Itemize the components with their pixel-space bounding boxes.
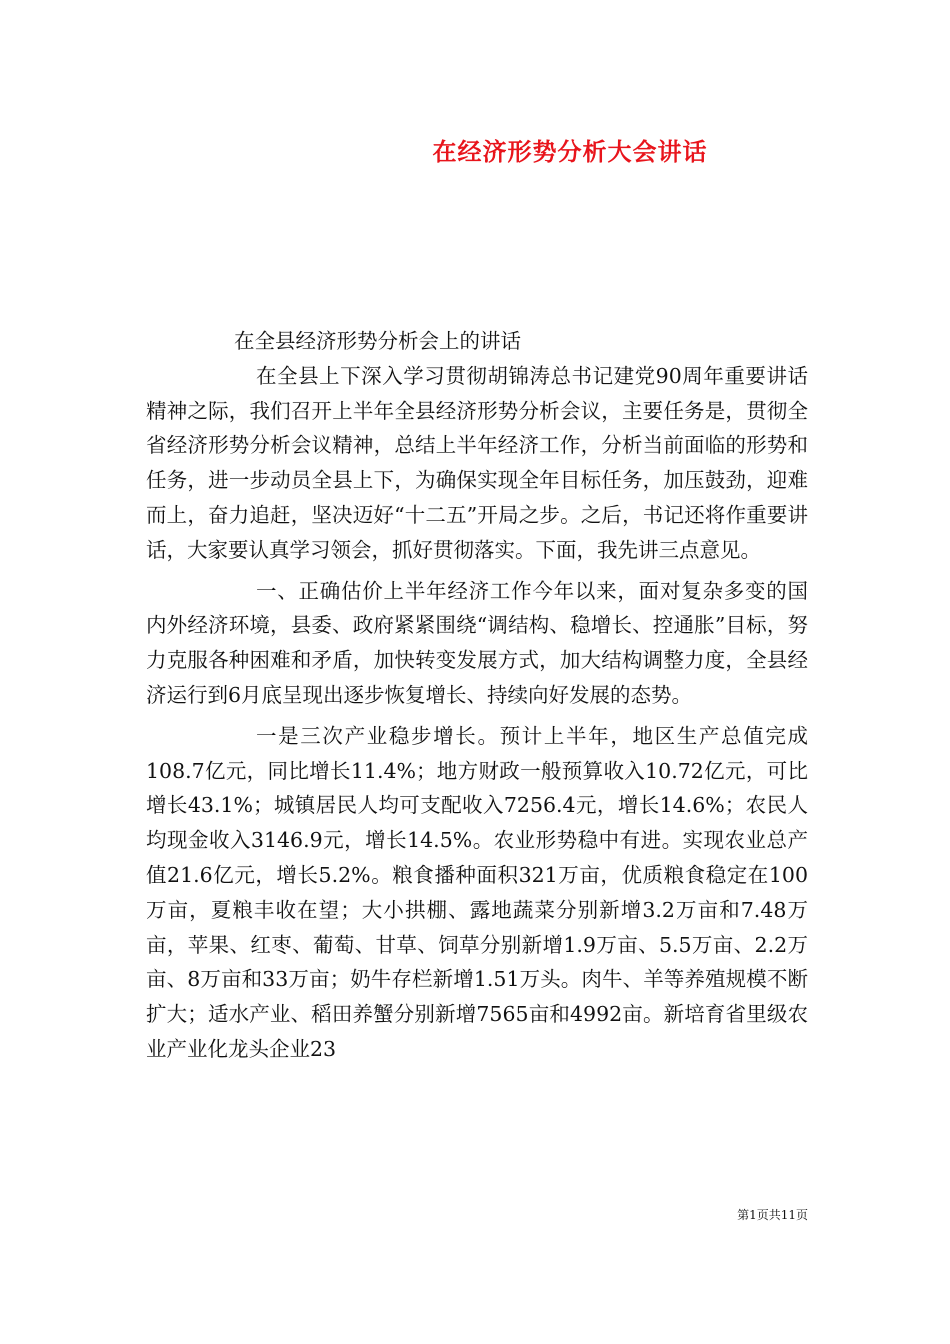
document-title: 在经济形势分析大会讲话 [432,138,708,166]
paragraph-intro: 在全县上下深入学习贯彻胡锦涛总书记建党90周年重要讲话精神之际，我们召开上半年全县经济形势分析会议，主要任务是，贯彻全省经济形势分析会议精神，总结上半年经济工作，分析当前面临的形势和任务，进一步动员全县上下，为确保实现全年目标任务，加压鼓劲，迎难而上，奋力追赶，坚决迈好“十二五”开局之步。之后，书记还将作重要讲话，大家要认真学习领会，抓好贯彻落实。下面，我先讲三点意见。 [146,363,808,562]
page-number: 第1页共11页 [737,1208,808,1222]
document-body [146,324,808,1067]
speech-subtitle: 在全县经济形势分析会上的讲话 [234,329,521,353]
paragraph-section-one: 一、正确估价上半年经济工作今年以来，面对复杂多变的国内外经济环境，县委、政府紧紧围绕“调结构、稳增长、控通胀”目标，努力克服各种困难和矛盾，加快转变发展方式，加大结构调整力度，全县经济运行到6月底呈现出逐步恢复增长、持续向好发展的态势。 [146,578,808,707]
paragraph-industry-growth: 一是三次产业稳步增长。预计上半年，地区生产总值完成108.7亿元，同比增长11.4%；地方财政一般预算收入10.72亿元，可比增长43.1%；城镇居民人均可支配收入7256.4元，增长14.6%；农民人均现金收入3146.9元，增长14.5%。农业形势稳中有进。实现农业总产值21.6亿元，增长5.2%。粮食播种面积321万亩，优质粮食稳定在100万亩，夏粮丰收在望；大小拱棚、露地蔬菜分别新增3.2万亩和7.48万亩，苹果、红枣、葡萄、甘草、饲草分别新增1.9万亩、5.5万亩、2.2万亩、8万亩和33万亩；奶牛存栏新增1.51万头。肉牛、羊等养殖规模不断扩大；适水产业、稻田养蟹分别新增7565亩和4992亩。新培育省里级农业产业化龙头企业23 [146,723,808,1061]
